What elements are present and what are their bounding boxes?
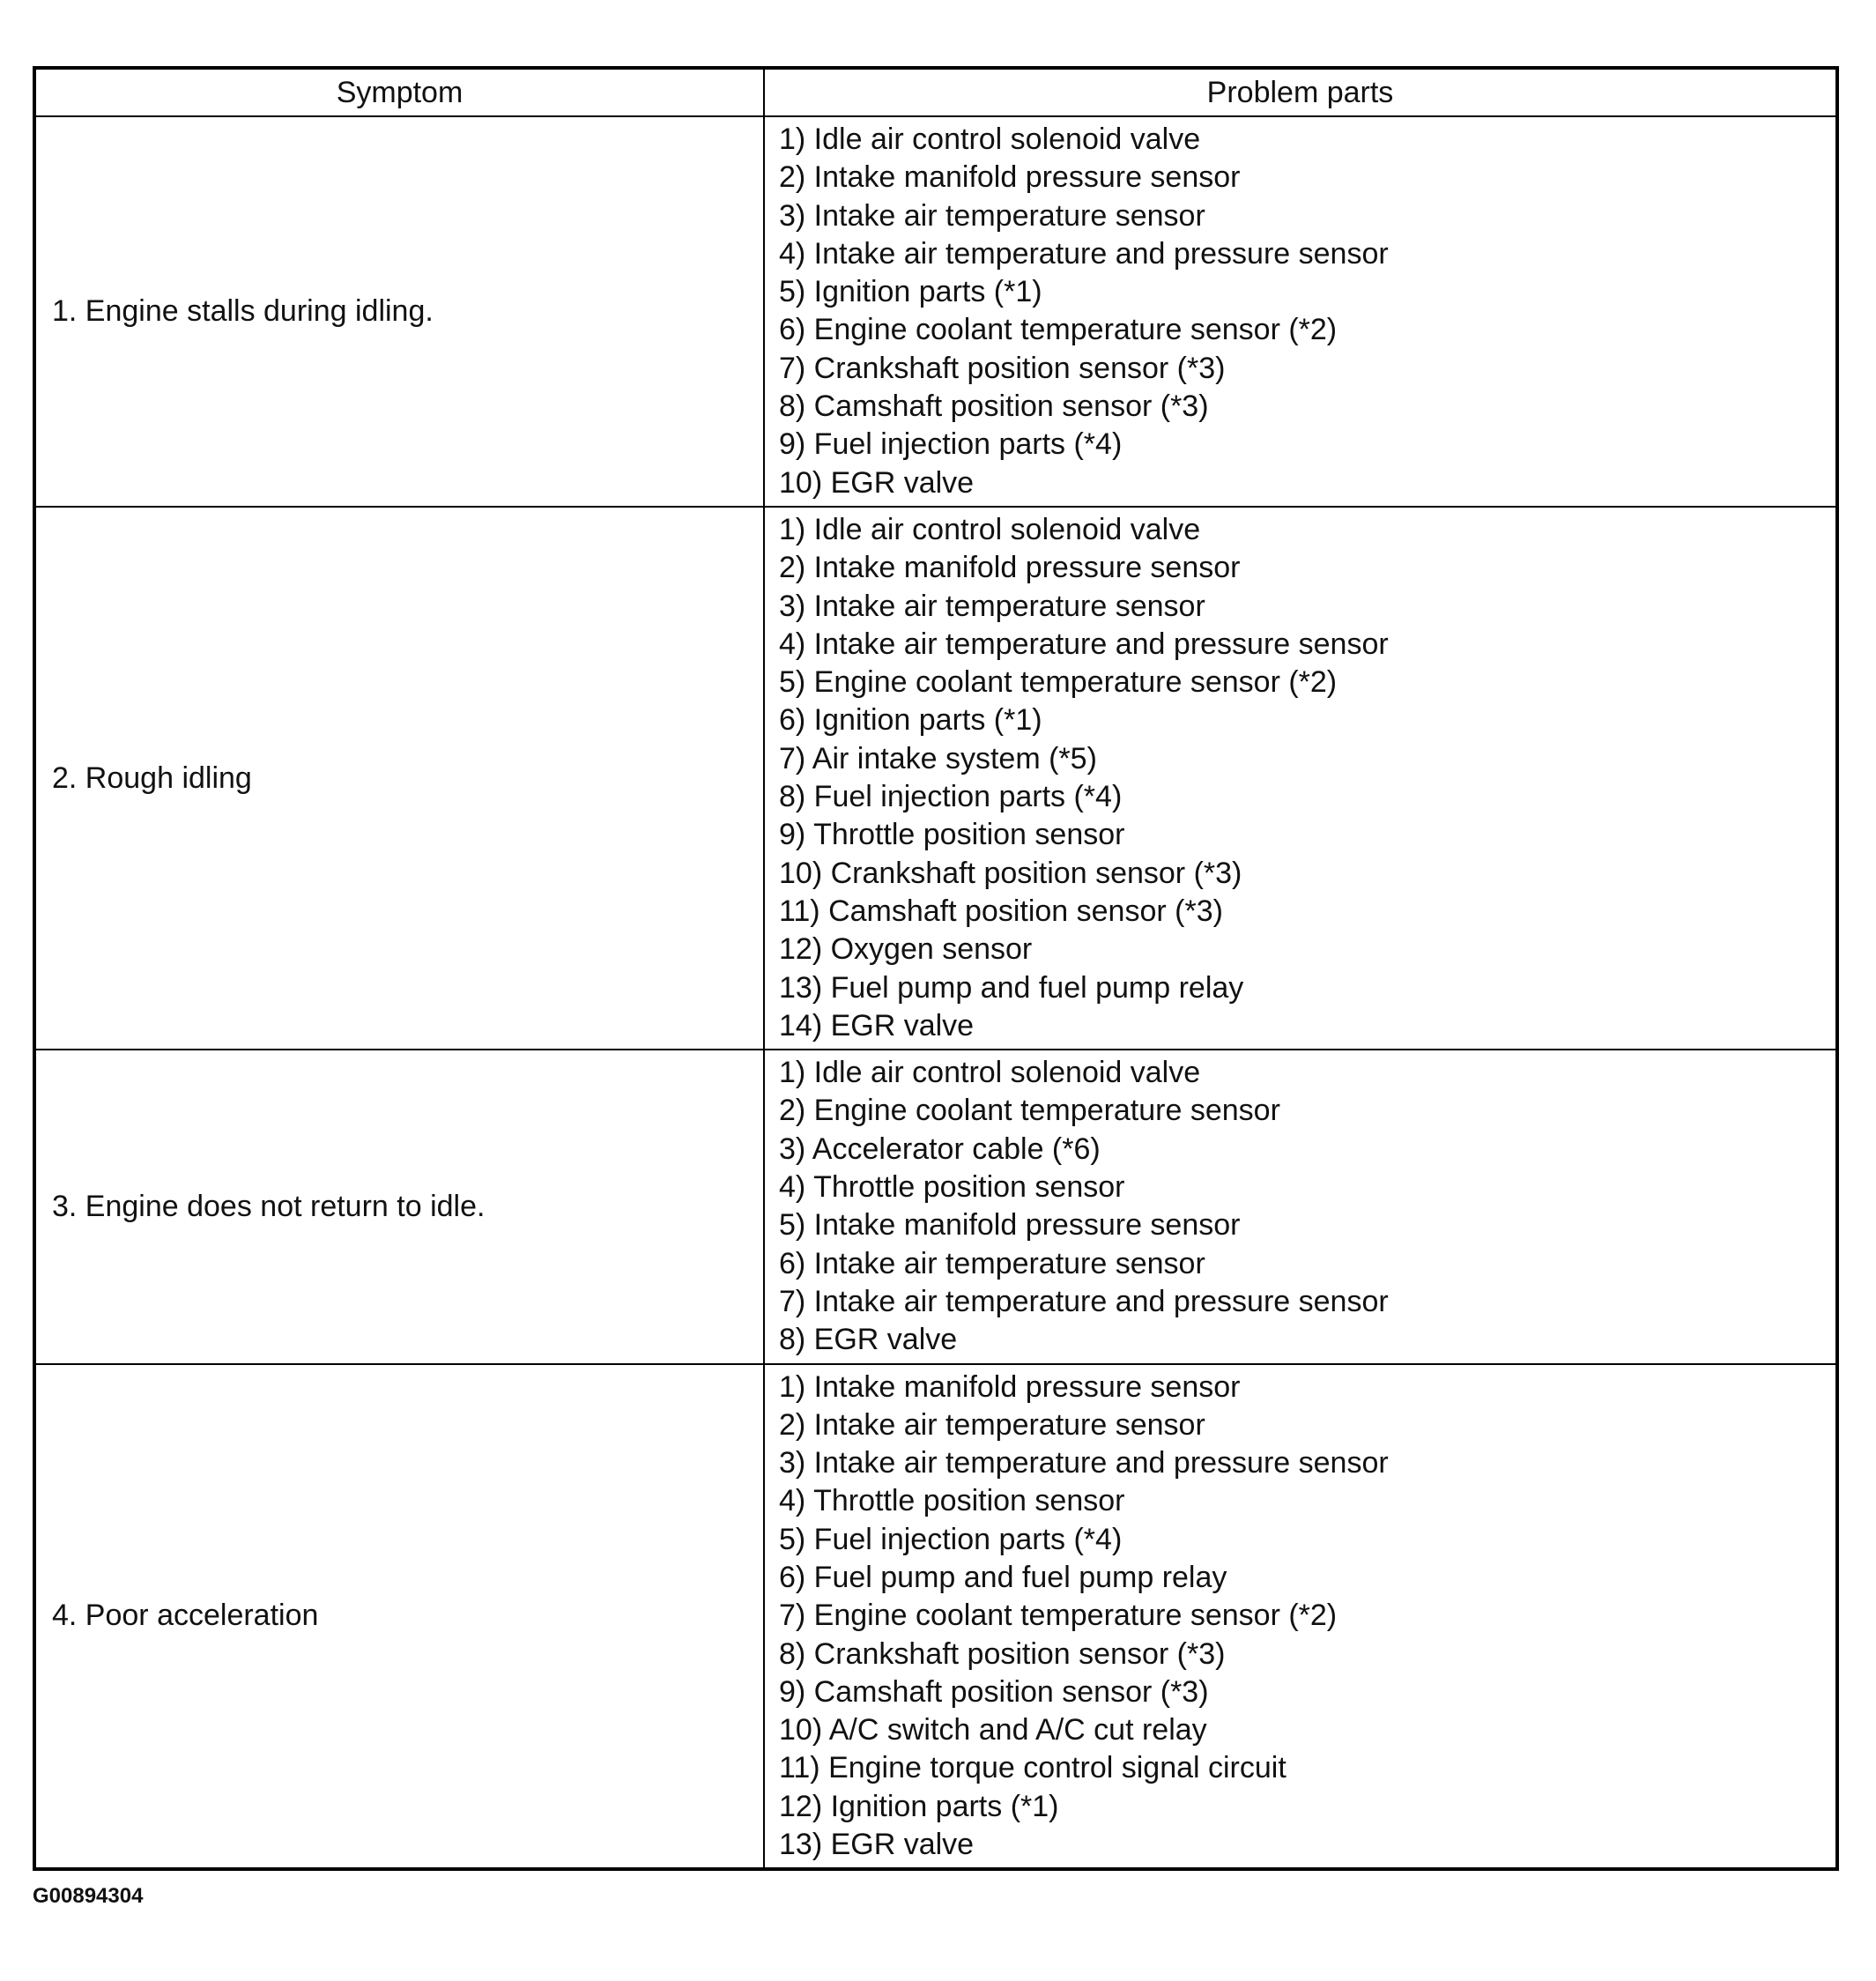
problem-parts-list <box>779 1369 1835 1865</box>
problem-part-item: 6) Fuel pump and fuel pump relay <box>779 1560 1227 1594</box>
problem-part-item: 8) Fuel injection parts (*4) <box>779 780 1123 814</box>
problem-parts-cell <box>764 1364 1837 1870</box>
problem-part-item: 13) Fuel pump and fuel pump relay <box>779 970 1244 1005</box>
header-problem-parts: Problem parts <box>764 68 1837 116</box>
problem-part-item: 6) Intake air temperature sensor <box>779 1246 1205 1280</box>
problem-part-item: 5) Intake manifold pressure sensor <box>779 1208 1241 1243</box>
problem-part-item: 7) Intake air temperature and pressure sensor <box>779 1284 1389 1318</box>
problem-part-item: 10) A/C switch and A/C cut relay <box>779 1713 1207 1747</box>
problem-part-item: 3) Intake air temperature and pressure sensor <box>779 1446 1389 1480</box>
table-row <box>34 116 1837 507</box>
table-row <box>34 507 1837 1050</box>
problem-part-item: 3) Intake air temperature sensor <box>779 198 1205 233</box>
problem-part-item: 10) Crankshaft position sensor (*3) <box>779 856 1242 890</box>
header-symptom: Symptom <box>34 68 764 116</box>
figure-code: G00894304 <box>33 1884 144 1908</box>
problem-part-item: 8) Crankshaft position sensor (*3) <box>779 1636 1226 1671</box>
problem-part-item: 13) EGR valve <box>779 1828 975 1862</box>
problem-part-item: 12) Oxygen sensor <box>779 932 1033 967</box>
problem-part-item: 4) Intake air temperature and pressure sensor <box>779 627 1389 661</box>
problem-part-item: 9) Fuel injection parts (*4) <box>779 427 1123 462</box>
problem-part-item: 2) Intake manifold pressure sensor <box>779 160 1241 195</box>
problem-part-item: 4) Throttle position sensor <box>779 1484 1125 1518</box>
problem-part-item: 1) Idle air control solenoid valve <box>779 122 1201 156</box>
problem-part-item: 11) Camshaft position sensor (*3) <box>779 894 1223 928</box>
problem-part-item: 1) Idle air control solenoid valve <box>779 512 1201 546</box>
table-row <box>34 1364 1837 1870</box>
problem-parts-cell <box>764 507 1837 1050</box>
problem-part-item: 9) Camshaft position sensor (*3) <box>779 1674 1209 1709</box>
problem-part-item: 9) Throttle position sensor <box>779 818 1125 852</box>
problem-part-item: 3) Intake air temperature sensor <box>779 589 1205 623</box>
problem-parts-list <box>779 121 1835 502</box>
problem-part-item: 6) Ignition parts (*1) <box>779 703 1042 738</box>
problem-parts-cell <box>764 116 1837 507</box>
problem-parts-list <box>779 1054 1835 1359</box>
symptom-cell: 4. Poor acceleration <box>34 1364 764 1870</box>
problem-parts-list <box>779 511 1835 1045</box>
problem-part-item: 7) Crankshaft position sensor (*3) <box>779 351 1226 385</box>
problem-part-item: 1) Intake manifold pressure sensor <box>779 1369 1241 1404</box>
problem-part-item: 2) Intake manifold pressure sensor <box>779 551 1241 585</box>
symptom-cell: 3. Engine does not return to idle. <box>34 1050 764 1363</box>
table-body <box>34 116 1837 1869</box>
problem-part-item: 7) Engine coolant temperature sensor (*2) <box>779 1599 1338 1633</box>
problem-part-item: 4) Intake air temperature and pressure sensor <box>779 236 1389 271</box>
problem-part-item: 8) Camshaft position sensor (*3) <box>779 390 1209 424</box>
problem-part-item: 2) Intake air temperature sensor <box>779 1407 1205 1442</box>
problem-part-item: 14) EGR valve <box>779 1008 975 1042</box>
problem-parts-cell <box>764 1050 1837 1363</box>
problem-part-item: 5) Ignition parts (*1) <box>779 275 1042 309</box>
problem-part-item: 3) Accelerator cable (*6) <box>779 1131 1101 1166</box>
problem-part-item: 10) EGR valve <box>779 465 975 500</box>
symptom-cell: 2. Rough idling <box>34 507 764 1050</box>
problem-part-item: 2) Engine coolant temperature sensor <box>779 1094 1280 1128</box>
problem-part-item: 12) Ignition parts (*1) <box>779 1789 1059 1823</box>
problem-part-item: 6) Engine coolant temperature sensor (*2) <box>779 313 1338 347</box>
symptom-cell: 1. Engine stalls during idling. <box>34 116 764 507</box>
problem-part-item: 11) Engine torque control signal circuit <box>779 1751 1287 1785</box>
problem-part-item: 5) Fuel injection parts (*4) <box>779 1522 1123 1556</box>
table-row <box>34 1050 1837 1363</box>
problem-part-item: 1) Idle air control solenoid valve <box>779 1056 1201 1090</box>
table-header-row <box>34 68 1837 116</box>
symptom-table <box>33 66 1839 1871</box>
problem-part-item: 5) Engine coolant temperature sensor (*2) <box>779 665 1338 700</box>
problem-part-item: 7) Air intake system (*5) <box>779 741 1097 775</box>
problem-part-item: 8) EGR valve <box>779 1323 958 1357</box>
problem-part-item: 4) Throttle position sensor <box>779 1170 1125 1205</box>
